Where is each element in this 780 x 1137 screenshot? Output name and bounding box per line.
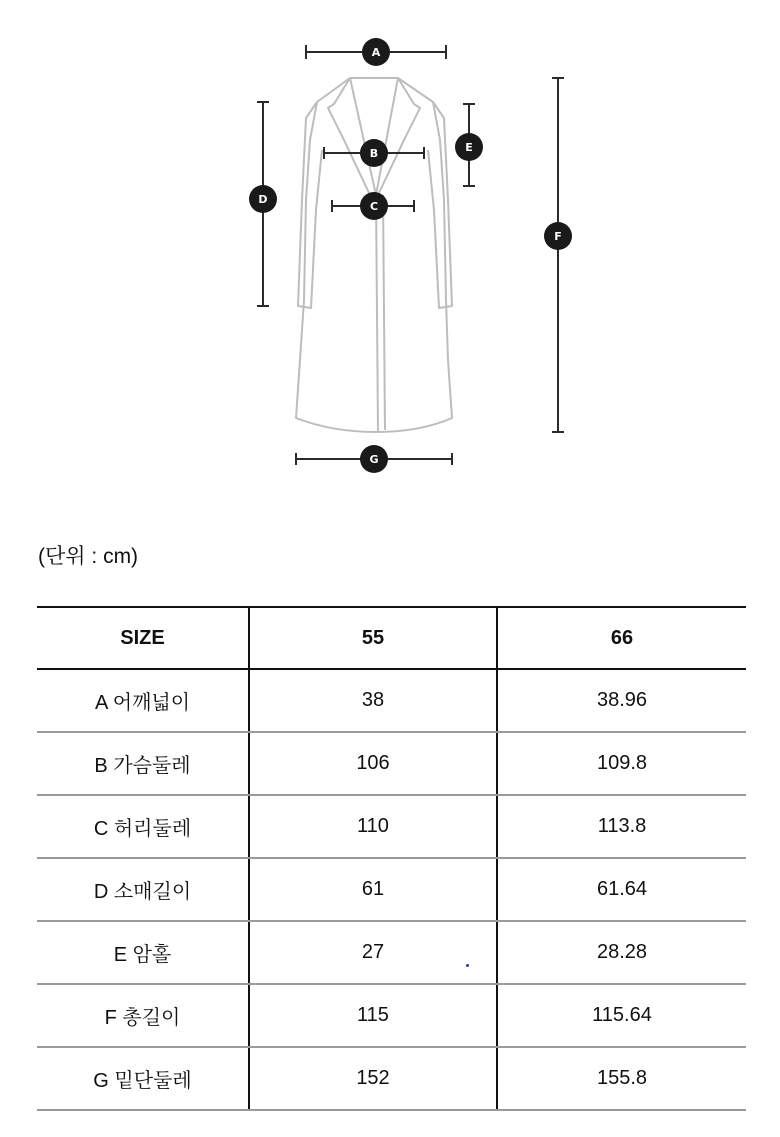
marker-g bbox=[360, 445, 388, 473]
stray-dot bbox=[466, 964, 469, 967]
value-55: 152 bbox=[249, 1047, 497, 1110]
svg-text:C: C bbox=[369, 200, 379, 213]
table-row bbox=[37, 858, 746, 921]
header-55: 55 bbox=[249, 607, 497, 669]
value-55: 106 bbox=[249, 732, 497, 795]
value-55: 110 bbox=[249, 795, 497, 858]
value-55: 38 bbox=[249, 669, 497, 732]
row-label: D 소매길이 bbox=[37, 858, 249, 921]
svg-text:F: F bbox=[554, 230, 562, 243]
value-66: 115.64 bbox=[497, 984, 746, 1047]
row-label: G 밑단둘레 bbox=[37, 1047, 249, 1110]
value-55: 61 bbox=[249, 858, 497, 921]
marker-f bbox=[544, 222, 572, 250]
row-label: F 총길이 bbox=[37, 984, 249, 1047]
value-66: 113.8 bbox=[497, 795, 746, 858]
value-66: 155.8 bbox=[497, 1047, 746, 1110]
value-55: 27 bbox=[249, 921, 497, 984]
marker-d bbox=[249, 185, 277, 213]
value-66: 109.8 bbox=[497, 732, 746, 795]
table-header-row bbox=[37, 607, 746, 669]
value-66: 28.28 bbox=[497, 921, 746, 984]
row-label: C 허리둘레 bbox=[37, 795, 249, 858]
svg-text:B: B bbox=[369, 147, 379, 160]
marker-e bbox=[455, 133, 483, 161]
table-row bbox=[37, 984, 746, 1047]
table-row bbox=[37, 1047, 746, 1110]
marker-a bbox=[362, 38, 390, 66]
row-label: A 어깨넓이 bbox=[37, 669, 249, 732]
row-label: E 암홀 bbox=[37, 921, 249, 984]
table-row bbox=[37, 921, 746, 984]
unit-note: (단위 : cm) bbox=[38, 545, 139, 568]
table-row bbox=[37, 795, 746, 858]
size-table bbox=[37, 606, 746, 1111]
row-label: B 가슴둘레 bbox=[37, 732, 249, 795]
marker-b bbox=[360, 139, 388, 167]
value-66: 61.64 bbox=[497, 858, 746, 921]
table-row bbox=[37, 669, 746, 732]
table-row bbox=[37, 732, 746, 795]
header-size: SIZE bbox=[37, 607, 249, 669]
value-66: 38.96 bbox=[497, 669, 746, 732]
svg-text:G: G bbox=[369, 453, 379, 466]
measurement-lines bbox=[257, 45, 564, 465]
marker-c bbox=[360, 192, 388, 220]
svg-text:E: E bbox=[465, 141, 473, 154]
svg-text:A: A bbox=[371, 46, 381, 59]
header-66: 66 bbox=[497, 607, 746, 669]
svg-text:D: D bbox=[258, 193, 268, 206]
value-55: 115 bbox=[249, 984, 497, 1047]
coat-measurement-diagram bbox=[0, 0, 780, 490]
coat-outline bbox=[296, 78, 452, 432]
